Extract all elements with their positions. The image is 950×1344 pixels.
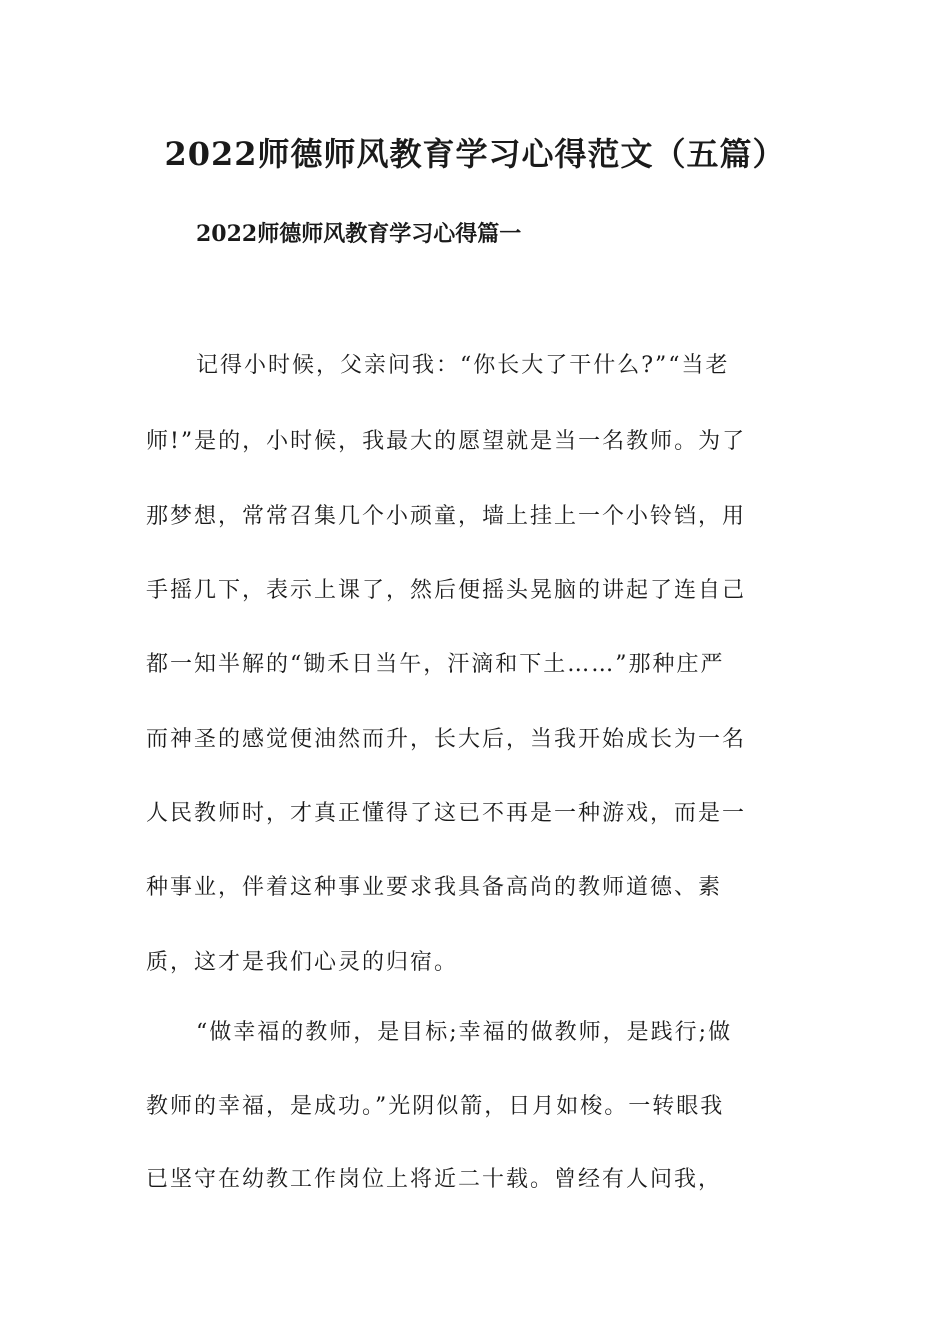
paragraph-line: “做幸福的教师，是目标;幸福的做教师，是践行;做 bbox=[196, 1020, 733, 1045]
paragraph-line: 记得小时候，父亲问我：“你长大了干什么?”“当老 bbox=[196, 353, 730, 378]
section-heading: 2022师德师风教育学习心得篇一 bbox=[196, 221, 522, 247]
paragraph-line: 种事业，伴着这种事业要求我具备高尚的教师道德、素 bbox=[146, 875, 723, 900]
paragraph-line: 而神圣的感觉便油然而升，长大后，当我开始成长为一名 bbox=[146, 727, 747, 752]
paragraph-line: 教师的幸福，是成功。”光阴似箭，日月如梭。一转眼我 bbox=[146, 1094, 725, 1119]
paragraph-line: 手摇几下，表示上课了，然后便摇头晃脑的讲起了连自己 bbox=[146, 578, 747, 603]
paragraph-line: 都一知半解的“锄禾日当午，汗滴和下土……”那种庄严 bbox=[146, 652, 725, 677]
paragraph-line: 师!”是的，小时候，我最大的愿望就是当一名教师。为了 bbox=[146, 429, 747, 454]
document-title: 2022师德师风教育学习心得范文（五篇） bbox=[164, 135, 786, 173]
paragraph-line: 质，这才是我们心灵的归宿。 bbox=[146, 950, 459, 975]
paragraph-line: 那梦想，常常召集几个小顽童，墙上挂上一个小铃铛，用 bbox=[146, 504, 747, 529]
paragraph-line: 已坚守在幼教工作岗位上将近二十载。曾经有人问我， bbox=[146, 1167, 723, 1192]
paragraph-line: 人民教师时，才真正懂得了这已不再是一种游戏，而是一 bbox=[146, 801, 747, 826]
